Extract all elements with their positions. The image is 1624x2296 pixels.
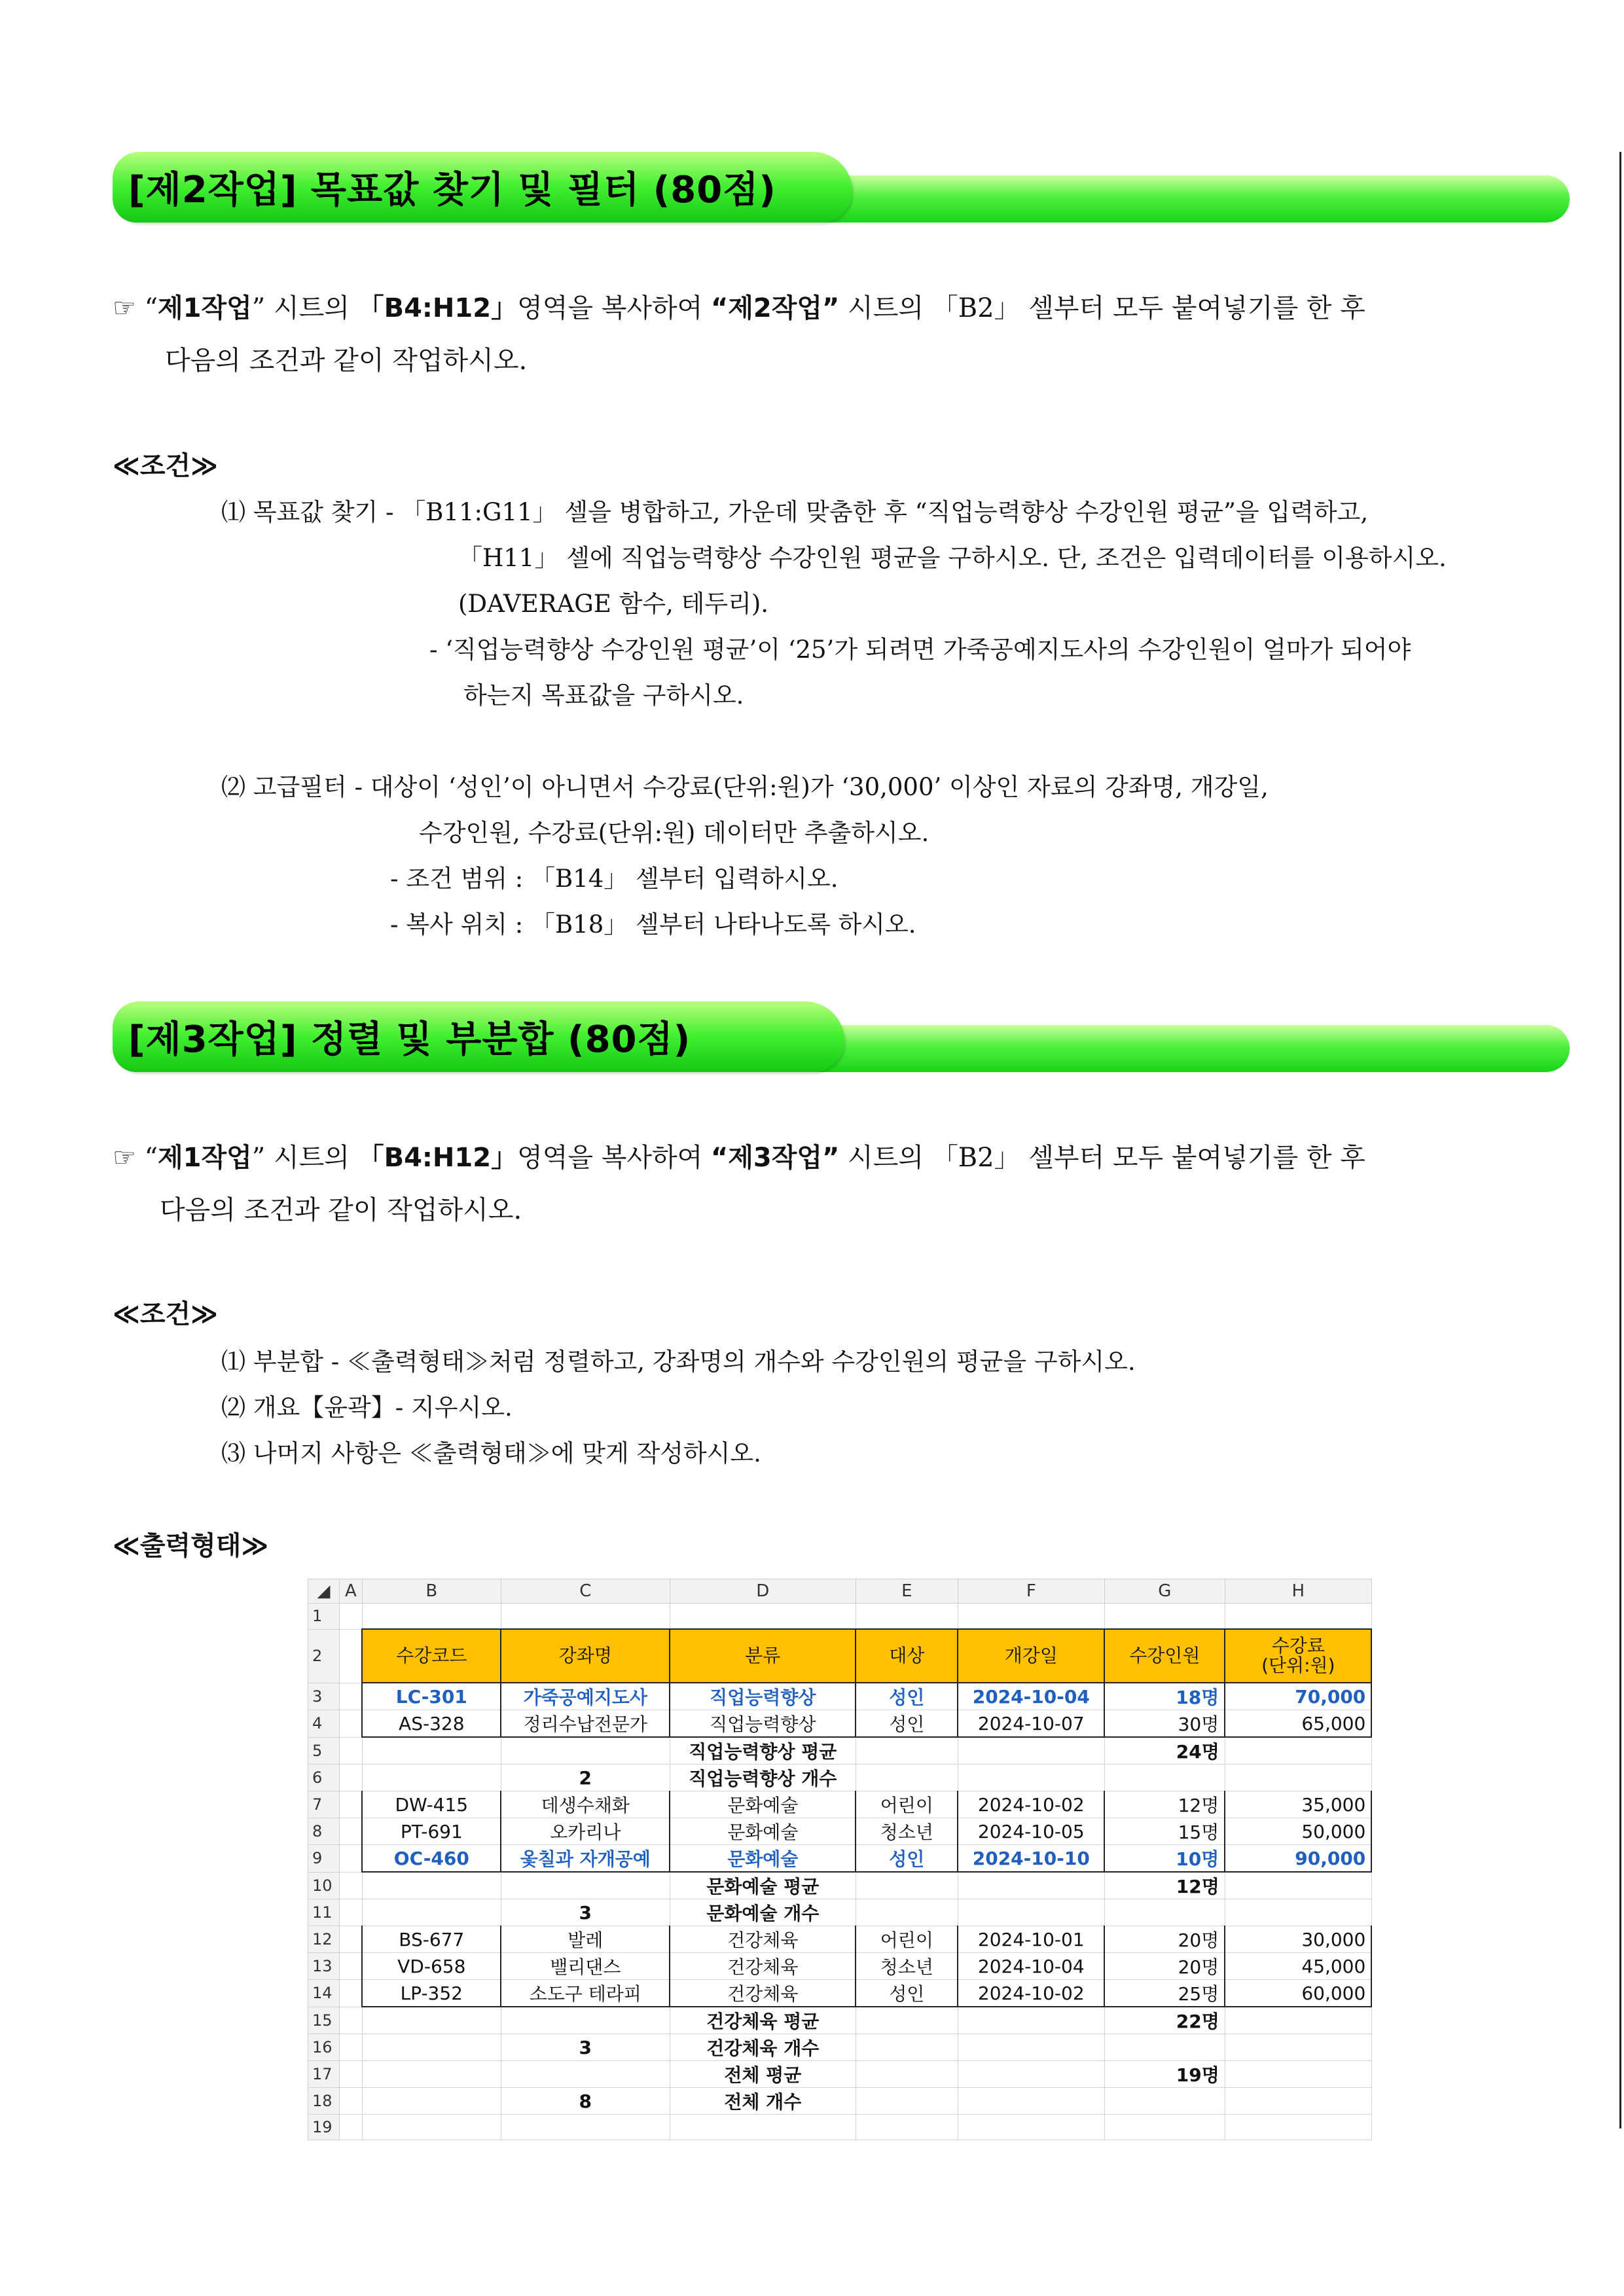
empty-cell[interactable] — [340, 1980, 363, 2007]
column-header-row — [308, 1579, 1372, 1604]
table-cell[interactable]: 문화예술 — [670, 1791, 856, 1818]
table-cell[interactable]: 50,000 — [1225, 1818, 1371, 1845]
row-number[interactable]: 12 — [308, 1926, 340, 1953]
empty-cell[interactable] — [340, 1872, 363, 1899]
table-cell[interactable] — [1104, 1899, 1225, 1926]
table-cell[interactable]: 직업능력향상 개수 — [670, 1765, 856, 1791]
table-cell[interactable] — [362, 2061, 501, 2088]
table-cell[interactable]: 2024-10-05 — [958, 1818, 1104, 1845]
table-cell[interactable]: 35,000 — [1225, 1791, 1371, 1818]
s2-item-1-cont2: (DAVERAGE 함수, 테두리). — [458, 590, 769, 618]
table-cell[interactable]: 성인 — [856, 1683, 958, 1710]
section2-title: [제2작업] 목표값 찾기 및 필터 (80점) — [128, 169, 776, 211]
table-cell[interactable]: 60,000 — [1225, 1980, 1371, 2007]
table-cell[interactable] — [1225, 1737, 1371, 1765]
header-cell: 개강일 — [958, 1629, 1104, 1683]
intro-bold-range: 「B4:H12」 — [357, 1143, 518, 1173]
empty-cell[interactable] — [340, 2007, 363, 2034]
s3-item-2: ⑵ 개요【윤곽】- 지우시오. — [221, 1393, 513, 1422]
output-form-label: ≪출력형태≫ — [113, 1531, 269, 1561]
table-cell[interactable] — [856, 1737, 958, 1765]
intro-text: 영역을 복사하여 — [517, 293, 711, 323]
row-number[interactable]: 16 — [308, 2034, 340, 2061]
s2-item-2-sub1: - 조건 범위 : 「B14」 셀부터 입력하시오. — [390, 865, 839, 893]
table-cell[interactable] — [856, 1872, 958, 1899]
section3-banner — [113, 1001, 1570, 1080]
s3-item-1: ⑴ 부분합 - ≪출력형태≫처럼 정렬하고, 강좌명의 개수와 수강인원의 평균을 구하시오. — [221, 1348, 1136, 1376]
table-cell[interactable]: 45,000 — [1225, 1953, 1371, 1980]
s2-item-1-sub-cont: 하는지 목표값을 구하시오. — [463, 681, 744, 709]
table-cell[interactable]: DW-415 — [362, 1791, 501, 1818]
intro-bold-sheet1: 제1작업 — [158, 293, 252, 323]
table-cell[interactable]: 90,000 — [1225, 1845, 1371, 1873]
table-cell[interactable] — [856, 1899, 958, 1926]
table-cell[interactable]: 24명 — [1104, 1737, 1225, 1765]
table-cell[interactable]: 문화예술 개수 — [670, 1899, 856, 1926]
table-cell[interactable]: 2024-10-04 — [958, 1683, 1104, 1710]
empty-cell[interactable] — [340, 1926, 363, 1953]
table-row — [308, 1980, 1372, 2007]
table-cell[interactable] — [1225, 2061, 1371, 2088]
table-cell[interactable]: 직업능력향상 — [670, 1683, 856, 1710]
table-cell[interactable]: 전체 평균 — [670, 2061, 856, 2088]
table-cell[interactable]: 2024-10-01 — [958, 1926, 1104, 1953]
table-row — [308, 1765, 1372, 1791]
row-number[interactable]: 8 — [308, 1818, 340, 1845]
table-cell[interactable] — [856, 2034, 958, 2061]
row-number[interactable]: 19 — [308, 2115, 340, 2140]
empty-cell[interactable] — [340, 1791, 363, 1818]
output-spreadsheet — [308, 1579, 1373, 2136]
intro-text: 시트의 「B2」 셀부터 모두 붙여넣기를 한 후 — [839, 293, 1365, 323]
table-cell[interactable] — [958, 2034, 1104, 2061]
empty-cell[interactable] — [340, 1710, 363, 1738]
empty-cell[interactable] — [340, 1765, 363, 1791]
sheet-body — [308, 1683, 1372, 2115]
table-cell[interactable]: 오카리나 — [501, 1818, 670, 1845]
table-cell[interactable] — [1104, 2034, 1225, 2061]
empty-cell[interactable] — [340, 2034, 363, 2061]
intro-bold-sheet2: “제2작업” — [711, 293, 840, 323]
row-number[interactable]: 9 — [308, 1845, 340, 1873]
table-cell[interactable] — [958, 1899, 1104, 1926]
s3-item-3: ⑶ 나머지 사항은 ≪출력형태≫에 맞게 작성하시오. — [221, 1439, 761, 1467]
col-letter[interactable]: A — [340, 1579, 363, 1604]
table-cell[interactable] — [362, 1899, 501, 1926]
table-cell[interactable]: 직업능력향상 평균 — [670, 1737, 856, 1765]
table-cell[interactable] — [1225, 1872, 1371, 1899]
table-cell[interactable] — [501, 2007, 670, 2034]
header-cell: 수강인원 — [1104, 1629, 1225, 1683]
intro-text: ☞ “ — [113, 293, 158, 323]
table-row — [308, 1683, 1372, 1710]
table-cell[interactable]: AS-328 — [362, 1710, 501, 1738]
intro-bold-sheet3: “제3작업” — [711, 1143, 840, 1173]
row-number[interactable]: 6 — [308, 1765, 340, 1791]
section3-condition-label: ≪조건≫ — [113, 1299, 219, 1329]
table-cell[interactable] — [362, 2007, 501, 2034]
table-row — [308, 1737, 1372, 1765]
table-cell[interactable]: PT-691 — [362, 1818, 501, 1845]
intro-bold-range: 「B4:H12」 — [357, 293, 518, 323]
table-cell[interactable]: 2024-10-10 — [958, 1845, 1104, 1873]
table-cell[interactable]: 15명 — [1104, 1818, 1225, 1845]
section2-condition-label: ≪조건≫ — [113, 451, 219, 481]
empty-cell[interactable] — [340, 1899, 363, 1926]
intro-text: ” 시트의 — [251, 293, 358, 323]
table-cell[interactable] — [856, 2061, 958, 2088]
table-cell[interactable] — [362, 1765, 501, 1791]
table-cell[interactable]: 65,000 — [1225, 1710, 1371, 1738]
row-number[interactable]: 14 — [308, 1980, 340, 2007]
intro-text: ☞ “ — [113, 1143, 158, 1173]
table-cell[interactable] — [362, 1872, 501, 1899]
table-row — [308, 1899, 1372, 1926]
section3-title: [제3작업] 정렬 및 부분합 (80점) — [128, 1018, 691, 1061]
right-margin-line — [1619, 152, 1621, 2128]
table-row — [308, 2088, 1372, 2115]
table-cell[interactable] — [1225, 1765, 1371, 1791]
table-cell[interactable]: 옻칠과 자개공예 — [501, 1845, 670, 1873]
intro-text: 시트의 「B2」 셀부터 모두 붙여넣기를 한 후 — [839, 1143, 1365, 1173]
table-row — [308, 1845, 1372, 1873]
table-cell[interactable]: 청소년 — [856, 1953, 958, 1980]
section3-intro-line2: 다음의 조건과 같이 작업하시오. — [160, 1195, 522, 1225]
header-cell: 수강코드 — [362, 1629, 501, 1683]
table-cell[interactable]: 2 — [501, 1765, 670, 1791]
header-cell: 분류 — [670, 1629, 856, 1683]
row-number[interactable]: 17 — [308, 2061, 340, 2088]
table-cell[interactable]: 건강체육 — [670, 1926, 856, 1953]
col-letter[interactable]: F — [958, 1579, 1104, 1604]
fee-header-line1: 수강료 — [1271, 1635, 1325, 1657]
table-cell[interactable]: 문화예술 — [670, 1818, 856, 1845]
table-cell[interactable] — [958, 1872, 1104, 1899]
table-cell[interactable]: 정리수납전문가 — [501, 1710, 670, 1738]
table-cell[interactable]: 어린이 — [856, 1791, 958, 1818]
s2-item-1-sub: - ‘직업능력향상 수강인원 평균’이 ‘25’가 되려면 가죽공예지도사의 수강인원이 얼마가 되어야 — [429, 636, 1411, 664]
table-row — [308, 1818, 1372, 1845]
table-cell[interactable]: 2024-10-07 — [958, 1710, 1104, 1738]
empty-cell[interactable] — [340, 1683, 363, 1710]
table-cell[interactable]: BS-677 — [362, 1926, 501, 1953]
row-number[interactable]: 7 — [308, 1791, 340, 1818]
intro-text: 영역을 복사하여 — [517, 1143, 711, 1173]
table-cell[interactable]: 30,000 — [1225, 1926, 1371, 1953]
s2-item-2-cont: 수강인원, 수강료(단위:원) 데이터만 추출하시오. — [419, 819, 929, 847]
table-cell[interactable]: 문화예술 평균 — [670, 1872, 856, 1899]
s2-item-2-sub2: - 복사 위치 : 「B18」 셀부터 나타나도록 하시오. — [390, 910, 916, 939]
table-cell[interactable]: 18명 — [1104, 1683, 1225, 1710]
row-number[interactable]: 13 — [308, 1953, 340, 1980]
empty-cell[interactable] — [340, 2061, 363, 2088]
table-cell[interactable] — [362, 2088, 501, 2115]
table-row — [308, 1791, 1372, 1818]
table-cell[interactable]: 가죽공예지도사 — [501, 1683, 670, 1710]
col-letter[interactable]: H — [1225, 1579, 1371, 1604]
table-cell[interactable]: LC-301 — [362, 1683, 501, 1710]
table-cell[interactable]: 22명 — [1104, 2007, 1225, 2034]
col-letter[interactable]: C — [501, 1579, 670, 1604]
table-cell[interactable]: 성인 — [856, 1980, 958, 2007]
table-row — [308, 2061, 1372, 2088]
row-number[interactable]: 5 — [308, 1737, 340, 1765]
table-cell[interactable]: 2024-10-02 — [958, 1791, 1104, 1818]
table-cell[interactable]: 건강체육 — [670, 1980, 856, 2007]
header-cell: 강좌명 — [501, 1629, 670, 1683]
table-cell[interactable] — [1104, 1765, 1225, 1791]
table-cell[interactable]: 8 — [501, 2088, 670, 2115]
table-cell[interactable]: LP-352 — [362, 1980, 501, 2007]
table-cell[interactable]: 12명 — [1104, 1872, 1225, 1899]
s2-item-1-cont: 「H11」 셀에 직업능력향상 수강인원 평균을 구하시오. 단, 조건은 입력데이터를 이용하시오. — [458, 544, 1447, 572]
empty-cell[interactable] — [340, 2088, 363, 2115]
table-row — [308, 1926, 1372, 1953]
table-cell[interactable]: 12명 — [1104, 1791, 1225, 1818]
col-letter[interactable]: G — [1104, 1579, 1225, 1604]
col-letter[interactable]: D — [670, 1579, 856, 1604]
s2-item-1: ⑴ 목표값 찾기 - 「B11:G11」 셀을 병합하고, 가운데 맞춤한 후 “직업능력향상 수강인원 평균”을 입력하고, — [221, 498, 1369, 526]
table-cell[interactable]: 소도구 테라피 — [501, 1980, 670, 2007]
table-row — [308, 2034, 1372, 2061]
table-row — [308, 1953, 1372, 1980]
table-cell[interactable]: VD-658 — [362, 1953, 501, 1980]
s2-item-2: ⑵ 고급필터 - 대상이 ‘성인’이 아니면서 수강료(단위:원)가 ‘30,000’ 이상인 자료의 강좌명, 개강일, — [221, 773, 1269, 801]
table-cell[interactable] — [1104, 2088, 1225, 2115]
table-cell[interactable]: 발레 — [501, 1926, 670, 1953]
table-cell[interactable]: 25명 — [1104, 1980, 1225, 2007]
table-row — [308, 1710, 1372, 1738]
table-cell[interactable]: 청소년 — [856, 1818, 958, 1845]
col-letter[interactable]: B — [362, 1579, 501, 1604]
table-cell[interactable]: 데생수채화 — [501, 1791, 670, 1818]
table-cell[interactable] — [958, 2088, 1104, 2115]
empty-cell[interactable] — [340, 1737, 363, 1765]
row-number[interactable]: 1 — [308, 1604, 340, 1630]
row-number[interactable]: 2 — [308, 1629, 340, 1683]
table-cell[interactable]: 19명 — [1104, 2061, 1225, 2088]
table-cell[interactable] — [958, 2007, 1104, 2034]
table-cell[interactable]: 건강체육 개수 — [670, 2034, 856, 2061]
table-cell[interactable]: 3 — [501, 1899, 670, 1926]
table-cell[interactable]: 성인 — [856, 1845, 958, 1873]
table-cell[interactable] — [856, 2007, 958, 2034]
row-number[interactable]: 4 — [308, 1710, 340, 1738]
table-cell[interactable]: OC-460 — [362, 1845, 501, 1873]
empty-cell[interactable] — [340, 1818, 363, 1845]
row-number[interactable]: 18 — [308, 2088, 340, 2115]
intro-bold-sheet1: 제1작업 — [158, 1143, 252, 1173]
table-cell[interactable]: 어린이 — [856, 1926, 958, 1953]
table-cell[interactable]: 2024-10-04 — [958, 1953, 1104, 1980]
section3-intro-line1 — [113, 1132, 1365, 1183]
sheet-row-1 — [308, 1604, 1372, 1630]
table-cell[interactable] — [501, 1872, 670, 1899]
table-cell[interactable] — [1225, 2034, 1371, 2061]
table-cell[interactable]: 건강체육 — [670, 1953, 856, 1980]
table-cell[interactable] — [1225, 1899, 1371, 1926]
table-cell[interactable] — [958, 1765, 1104, 1791]
spreadsheet-table — [308, 1579, 1372, 2140]
table-cell[interactable] — [501, 1737, 670, 1765]
table-cell[interactable] — [501, 2061, 670, 2088]
table-cell[interactable]: 30명 — [1104, 1710, 1225, 1738]
table-cell[interactable]: 3 — [501, 2034, 670, 2061]
row-number[interactable]: 3 — [308, 1683, 340, 1710]
table-cell[interactable] — [1225, 2088, 1371, 2115]
table-cell[interactable]: 성인 — [856, 1710, 958, 1738]
table-header-row — [308, 1629, 1372, 1683]
fee-header-line2: (단위:원) — [1261, 1655, 1335, 1676]
table-row — [308, 2007, 1372, 2034]
table-cell[interactable] — [1225, 2007, 1371, 2034]
table-cell[interactable] — [362, 2034, 501, 2061]
empty-cell[interactable] — [340, 1845, 363, 1873]
row-number[interactable]: 11 — [308, 1899, 340, 1926]
table-cell[interactable]: 직업능력향상 — [670, 1710, 856, 1738]
table-cell[interactable]: 문화예술 — [670, 1845, 856, 1873]
table-cell[interactable]: 밸리댄스 — [501, 1953, 670, 1980]
intro-text: ” 시트의 — [251, 1143, 358, 1173]
row-number[interactable]: 10 — [308, 1872, 340, 1899]
table-cell[interactable]: 2024-10-02 — [958, 1980, 1104, 2007]
col-letter[interactable]: E — [856, 1579, 958, 1604]
row-number[interactable]: 15 — [308, 2007, 340, 2034]
table-cell[interactable]: 20명 — [1104, 1926, 1225, 1953]
section2-intro-line2: 다음의 조건과 같이 작업하시오. — [165, 346, 528, 376]
table-cell[interactable] — [362, 1737, 501, 1765]
sheet-row-partial — [308, 2115, 1372, 2140]
table-cell[interactable]: 건강체육 평균 — [670, 2007, 856, 2034]
table-row — [308, 1872, 1372, 1899]
table-cell[interactable] — [856, 1765, 958, 1791]
header-cell: 대상 — [856, 1629, 958, 1683]
corner-cell[interactable]: ◢ — [308, 1579, 340, 1604]
section2-intro-line1 — [113, 283, 1365, 334]
table-cell[interactable] — [958, 2061, 1104, 2088]
table-cell[interactable] — [958, 1737, 1104, 1765]
section2-banner — [113, 152, 1570, 230]
header-cell-fee — [1225, 1629, 1371, 1683]
table-cell[interactable]: 70,000 — [1225, 1683, 1371, 1710]
table-cell[interactable]: 20명 — [1104, 1953, 1225, 1980]
table-cell[interactable]: 10명 — [1104, 1845, 1225, 1873]
table-cell[interactable] — [856, 2088, 958, 2115]
table-cell[interactable]: 전체 개수 — [670, 2088, 856, 2115]
empty-cell[interactable] — [340, 1953, 363, 1980]
